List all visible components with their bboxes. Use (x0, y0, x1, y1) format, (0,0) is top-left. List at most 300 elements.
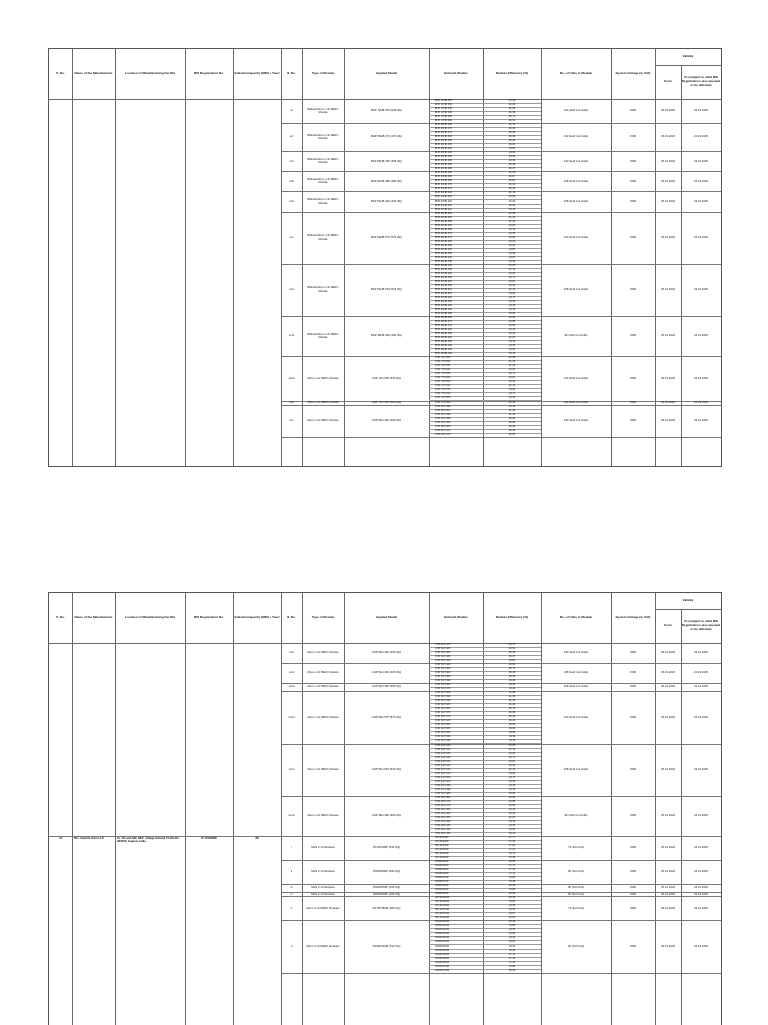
valid-from: 25.01.2023 (661, 845, 675, 850)
module-efficiency: 20.39 (508, 203, 516, 207)
system-voltage: 1500 (629, 134, 637, 139)
module-efficiency: 18.81 (508, 916, 516, 920)
valid-to: 24.01.2025 (694, 108, 708, 113)
group-sno: xxi (289, 134, 294, 139)
enlisted-model-name: BHP 66HB 490 (435, 163, 452, 167)
enlisted-model-name: SS72P375M (435, 908, 450, 912)
module-efficiency: 21.09 (508, 316, 516, 320)
module-efficiency: 21.30 (508, 215, 516, 219)
system-voltage: 1500 (629, 375, 637, 380)
header-manufacturer: Name of the Manufacturer (74, 615, 113, 620)
enlisted-model-name: BHP 60HB 590 (435, 219, 452, 223)
module-efficiency: 19.12 (508, 352, 516, 356)
enlisted-model-name: SS72P340P (435, 839, 449, 843)
enlisted-model-name: CHP 54H 490 (435, 787, 451, 791)
cell-count: 132 (Half Cut Cells) (563, 417, 589, 422)
module-efficiency: 21.30 (508, 695, 516, 699)
module-efficiency: 20.69 (508, 420, 516, 424)
group-sno: ii (290, 869, 293, 874)
cell-count: 132 (Half Cut Cells) (563, 650, 589, 655)
valid-to: 24.01.2025 (694, 134, 708, 139)
enlisted-model-name: SS72P325P (435, 852, 449, 856)
cell-count: 144 (Half Cut Cells) (563, 108, 589, 113)
module-efficiency: 21.48 (508, 691, 516, 695)
module-efficiency: 21.29 (508, 743, 516, 747)
module-efficiency: 21.12 (508, 404, 516, 408)
module-efficiency: 19.86 (508, 924, 516, 928)
module-efficiency: 21.48 (508, 356, 516, 360)
applied-model: SS60P290P (290 Wp) (372, 869, 401, 874)
header-sub-sno: S. No. (287, 615, 296, 620)
enlisted-model-name: CHP 54H 405 (435, 667, 451, 671)
enlisted-model-name: CHP 72H 535 (435, 372, 451, 376)
valid-to: 24.01.2025 (694, 234, 708, 239)
enlisted-model-name: SS60P300M (435, 944, 450, 948)
cell-count: 108 (Half Cut Cells) (563, 287, 589, 292)
enlisted-model-name: CHP 72H 520 (435, 384, 451, 388)
module-efficiency: 20.66 (508, 803, 516, 807)
header-applied-model: Applied Model (375, 615, 398, 620)
module-efficiency: 20.90 (508, 368, 516, 372)
enlisted-model-name: CHP 54H 495 (435, 783, 451, 787)
enlisted-model-name: BHP 54HB 545 (435, 263, 452, 267)
module-efficiency: 19.56 (508, 344, 516, 348)
enlisted-capacity: 88 (255, 836, 259, 840)
header-capacity: Enlisted Capacity (MWs / Year) (234, 615, 280, 620)
module-efficiency: 20.90 (508, 111, 516, 115)
module-efficiency: 20.51 (508, 647, 516, 651)
module-efficiency: 20.69 (508, 159, 516, 163)
group-sno: v (290, 905, 293, 910)
enlisted-model-name: CHP 54H 510 (435, 771, 451, 775)
header-cells: No. of Cells in Module (559, 71, 593, 76)
module-type: Mono C-Si PERC Modules (306, 905, 340, 910)
enlisted-model-name: SS72P335P (435, 844, 449, 847)
enlisted-model-name: BHP 48HB 440 (435, 348, 452, 352)
enlisted-model-name: CHP 66H 465 (435, 647, 451, 651)
system-voltage: 1500 (629, 766, 637, 771)
module-efficiency: 19.24 (508, 687, 516, 691)
enlisted-model-name: BHP 54HB 490 (435, 308, 452, 312)
module-efficiency: 20.94 (508, 223, 516, 227)
module-efficiency: 20.51 (508, 759, 516, 763)
enlisted-model-name: CHP 60H 550 (435, 731, 451, 735)
enlisted-model-name: SS72P330P (435, 848, 449, 852)
module-efficiency: 16.49 (508, 856, 516, 860)
system-voltage: 1500 (629, 198, 637, 203)
enlisted-model-name: BHP 48HB 435 (435, 352, 452, 356)
module-efficiency: 20.94 (508, 703, 516, 707)
module-efficiency: 19.78 (508, 819, 516, 823)
module-efficiency: 20.00 (508, 336, 516, 340)
enlisted-model-name: BHP 54HB 515 (435, 287, 452, 291)
enlisted-model-name: BHP 54HB 505 (435, 295, 452, 299)
valid-from: 25.01.2023 (661, 905, 675, 910)
enlisted-model-name: BHP 60HB 585 (435, 223, 452, 227)
table-page-1 (48, 48, 722, 467)
group-sno: xxiii (289, 178, 294, 183)
enlisted-model-name: CHP 48H 445 (435, 823, 451, 827)
module-efficiency: 20.12 (508, 767, 516, 771)
module-efficiency: 17.11 (508, 872, 516, 876)
group-sno: xxxi (289, 650, 294, 655)
module-efficiency: 19.68 (508, 251, 516, 255)
column-divider (185, 49, 186, 466)
module-efficiency: 20.71 (508, 115, 516, 119)
enlisted-model-name: CHP 54H 500 (435, 779, 451, 783)
module-efficiency: 20.60 (508, 179, 516, 183)
enlisted-model-name: CHP 72H 510 (435, 392, 451, 396)
cell-count: 72 (Full Cell) (568, 905, 584, 910)
enlisted-model-name: SS72P320P (435, 856, 449, 860)
applied-model: CHP 72H 500 (500 Wp) (371, 400, 402, 404)
enlisted-model-name: CHP 60H 585 (435, 703, 451, 707)
enlisted-model-name: SS72P390M (435, 896, 450, 900)
enlisted-model-name: BHP 54HB 535 (435, 271, 452, 275)
module-type: Multi C-Si Modules (311, 869, 335, 874)
module-efficiency: 21.12 (508, 219, 516, 223)
enlisted-model-name: CHP 54H 535 (435, 751, 451, 755)
module-efficiency: 21.48 (508, 99, 516, 102)
enlisted-model-name: CHP 48H 440 (435, 827, 451, 831)
module-efficiency: 20.90 (508, 155, 516, 159)
applied-model: BHP 66HB 470 (470 Wp) (370, 134, 403, 139)
group-sno: xxvii (288, 333, 295, 338)
enlisted-model-name: CHP 72H 530 (435, 376, 451, 380)
enlisted-model-name: CHP 60H 545 (435, 735, 451, 739)
module-efficiency: 19.93 (508, 388, 516, 392)
module-efficiency: 20.90 (508, 416, 516, 420)
enlisted-model-name: CHP 54H 530 (435, 755, 451, 759)
module-efficiency: 18.63 (508, 940, 516, 944)
module-efficiency: 15.88 (508, 888, 516, 892)
enlisted-model-name: CHP 60H 590 (435, 699, 451, 703)
header-sno: S. No. (56, 71, 65, 76)
module-efficiency: 19.50 (508, 255, 516, 259)
enlisted-model-name: BHP 48HB 470 (435, 324, 452, 328)
system-voltage: 1500 (629, 400, 637, 404)
enlisted-model-name: CHP 60H 560 (435, 723, 451, 727)
enlisted-model-name: BHP 54HB 380 (435, 179, 452, 183)
module-efficiency: 21.29 (508, 263, 516, 267)
enlisted-model-name: CHP 60H 595 (435, 695, 451, 699)
group-sno: xxxii (288, 670, 295, 675)
enlisted-model-name: SS72P385M (435, 900, 450, 904)
validity-divider (655, 609, 721, 610)
enlisted-model-name: BHP 60HB 595 (435, 215, 452, 219)
module-efficiency: 19.93 (508, 771, 516, 775)
module-efficiency: 18.95 (508, 312, 516, 316)
module-efficiency: 19.56 (508, 823, 516, 827)
group-sno: iv (290, 892, 293, 896)
group-sno: xxxiii (288, 684, 295, 689)
valid-from: 25.01.2023 (661, 198, 675, 203)
column-divider (233, 593, 234, 1025)
enlisted-model-name: BHP 54HB 420 (435, 199, 452, 203)
module-efficiency: 20.51 (508, 119, 516, 123)
module-efficiency: 19.35 (508, 400, 516, 404)
module-efficiency: 20.26 (508, 428, 516, 432)
enlisted-model-name: SS60P290M (435, 952, 450, 956)
module-efficiency: 20.12 (508, 384, 516, 388)
enlisted-model-name: SS72P345P (435, 835, 449, 839)
system-voltage: 1500 (629, 178, 637, 183)
enlisted-model-name: BHP 54HB 525 (435, 279, 452, 283)
applied-model: BHP 54HB 420 (420 Wp) (370, 198, 403, 203)
module-efficiency: 20.49 (508, 671, 516, 675)
module-efficiency: 20.68 (508, 131, 516, 135)
module-efficiency: 19.73 (508, 775, 516, 779)
manufacturer-name: M/s. Saatvik Solar LLP (74, 836, 104, 840)
applied-model: CHP 66H 490 (490 Wp) (371, 417, 402, 422)
cell-count: 108 (Half Cut Cells) (563, 198, 589, 203)
valid-from: 25.01.2023 (661, 650, 675, 655)
enlisted-model-name: BHP 60HB 540 (435, 259, 452, 263)
enlisted-model-name: CHP 72H 555 (435, 356, 451, 360)
header-sno: S. No. (56, 615, 65, 620)
applied-model: SS60P265P (265 Wp) (372, 892, 401, 896)
module-efficiency: 20.48 (508, 163, 516, 167)
module-efficiency: 21.09 (508, 107, 516, 111)
valid-to: 24.01.2025 (694, 287, 708, 292)
enlisted-model-name: BHP 66HB 460 (435, 139, 452, 143)
enlisted-model-name: CHP 54H 505 (435, 775, 451, 779)
enlisted-model-name: SS60P305M (435, 940, 450, 944)
enlisted-model-name: CHP 66H 490 (435, 416, 451, 420)
valid-from: 25.01.2023 (661, 178, 675, 183)
group-sno: xxxvi (288, 813, 295, 818)
enlisted-model-name: CHP 66H 470 (435, 432, 451, 436)
header-validity: Validity (682, 598, 694, 603)
cell-count: 144 (Half Cut Cells) (563, 400, 589, 404)
enlisted-model-name: BHP 72HB 550 (435, 103, 452, 107)
module-efficiency: 20.88 (508, 320, 516, 324)
valid-to: 24.01.2025 (694, 684, 708, 689)
enlisted-model-name: BHP 54HB 520 (435, 283, 452, 287)
module-efficiency: 16.80 (508, 876, 516, 880)
group-sno: xxvi (289, 287, 294, 292)
module-efficiency: 20.27 (508, 167, 516, 171)
valid-from: 25.01.2023 (661, 885, 675, 890)
enlisted-model-name: BHP 54HB 485 (435, 312, 452, 316)
applied-model: SS60P265P (265 Wp) (372, 885, 401, 890)
enlisted-model-name: BHP 66HB 465 (435, 135, 452, 139)
module-efficiency: 20.44 (508, 328, 516, 332)
module-efficiency: 18.02 (508, 948, 516, 952)
module-type: Mono c-Si PERC Module (307, 714, 339, 719)
valid-from: 25.01.2023 (661, 333, 675, 338)
module-efficiency: 19.80 (508, 147, 516, 151)
module-type: Bifacial Mono c-Si PERC Module (307, 106, 339, 115)
enlisted-model-name: BHP 66HB 495 (435, 159, 452, 163)
column-divider (115, 593, 116, 1025)
module-type: Multi C-Si Modules (311, 845, 335, 850)
header-location: Location of Manufacturing Facility (124, 615, 176, 620)
enlisted-model-name: SS60P295M (435, 948, 450, 952)
enlisted-model-name: SS60P285P (435, 868, 449, 872)
module-efficiency: 20.16 (508, 920, 516, 924)
group-divider (281, 437, 721, 438)
enlisted-model-name: BHP 72HB 545 (435, 107, 452, 111)
module-efficiency: 19.93 (508, 291, 516, 295)
valid-to: 24.01.2025 (694, 869, 708, 874)
module-efficiency: 20.48 (508, 424, 516, 428)
module-type: Bifacial Mono c-Si PERC Module (307, 233, 339, 241)
cell-count: 108 (Half Cut Cells) (563, 766, 589, 771)
module-efficiency: 20.05 (508, 432, 516, 436)
enlisted-model-name: CHP 66H 460 (435, 651, 451, 655)
header-voltage: System Voltage (in Volt) (615, 71, 651, 76)
header-capacity: Enlisted Capacity (MWs / Year) (234, 71, 280, 76)
valid-to: 24.01.2025 (694, 845, 708, 850)
module-efficiency: 20.75 (508, 667, 516, 671)
valid-to: 24.01.2025 (694, 885, 708, 890)
valid-to: 24.01.2025 (694, 400, 708, 404)
module-efficiency: 19.15 (508, 787, 516, 791)
module-efficiency: 20.32 (508, 380, 516, 384)
enlisted-model-name: CHP 66H 455 (435, 655, 451, 659)
enlisted-model-name: CHP 54H 545 (435, 743, 451, 747)
applied-model: SS60P310M (310 Wp) (372, 943, 401, 948)
enlisted-model-name: BHP 54HB 390 (435, 171, 452, 175)
applied-model: CHP 48H 460 (460 Wp) (371, 813, 402, 818)
valid-from: 25.01.2023 (661, 766, 675, 771)
group-sno: vi (290, 943, 293, 948)
valid-from: 25.01.2023 (661, 400, 675, 404)
module-efficiency: 19.58 (508, 904, 516, 908)
enlisted-model-name: CHP 60H 570 (435, 715, 451, 719)
enlisted-model-name: SS72P380M (435, 904, 450, 908)
enlisted-model-name: BHP 48HB 455 (435, 336, 452, 340)
system-voltage: 1500 (629, 943, 637, 948)
module-efficiency: 20.32 (508, 763, 516, 767)
enlisted-model-name: CHP 60H 600 (435, 691, 451, 695)
enlisted-model-name: BHP 66HB 470 (435, 131, 452, 135)
module-efficiency: 20.87 (508, 175, 516, 179)
column-divider (344, 593, 345, 1025)
header-voltage: System Voltage (in Volt) (615, 615, 651, 620)
module-efficiency: 16.49 (508, 880, 516, 884)
header-manufacturer: Name of the Manufacturer (74, 71, 113, 76)
enlisted-model-name: CHP 48H 470 (435, 803, 451, 807)
system-voltage: 1500 (629, 158, 637, 163)
cell-count: 96 (Half Cut Cells) (564, 333, 588, 338)
applied-model: CHP 72H 535 (535 Wp) (371, 375, 402, 380)
module-efficiency: 20.76 (508, 707, 516, 711)
enlisted-model-name: SS60P275M (435, 964, 450, 968)
group-sno: iii (290, 885, 293, 890)
enlisted-model-name: CHP 48H 455 (435, 815, 451, 819)
enlisted-model-name: CHP 72H 505 (435, 396, 451, 400)
module-efficiency: 20.04 (508, 243, 516, 247)
enlisted-model-name: BHP 60HB 600 (435, 211, 452, 215)
enlisted-model-name: CHP 54H 390 (435, 679, 451, 683)
enlisted-model-name: CHP 48H 475 (435, 799, 451, 803)
module-efficiency: 21.12 (508, 412, 516, 416)
module-efficiency: 19.32 (508, 739, 516, 743)
enlisted-model-name: BHP 54HB 500 (435, 300, 452, 303)
valid-from: 25.01.2023 (661, 892, 675, 896)
enlisted-model-name: BHP 54HB 495 (435, 304, 452, 308)
valid-to: 24.01.2025 (694, 905, 708, 910)
cell-count: 60 (Full Cell) (568, 943, 584, 948)
enlisted-model-name: BHP 48HB 480 (435, 316, 452, 320)
header-enlisted-models: Enlisted Models (444, 71, 468, 76)
module-efficiency: 17.41 (508, 868, 516, 872)
module-efficiency: 20.46 (508, 135, 516, 139)
enlisted-model-name: BHP 54HB 385 (435, 175, 452, 179)
module-type: Bifacial Mono c-Si PERC Module (307, 285, 339, 293)
enlisted-model-name: CHP 66H 450 (435, 659, 451, 663)
valid-from: 25.01.2023 (661, 684, 675, 689)
enlisted-model-name: BHP 54HB 425 (435, 195, 452, 199)
module-efficiency: 19.73 (508, 295, 516, 299)
enlisted-model-name: BHP 66HB 505 (435, 151, 452, 155)
valid-to: 24.01.2025 (694, 158, 708, 163)
applied-model: BHP 54HB 515 (515 Wp) (370, 287, 403, 292)
enlisted-model-name: CHP 54H 380 (435, 683, 451, 687)
module-efficiency: 20.32 (508, 283, 516, 287)
enlisted-model-name: SS72P365M (435, 916, 450, 920)
header-module-type: Type of Module (311, 71, 335, 76)
module-efficiency: 19.54 (508, 396, 516, 400)
enlisted-model-name: SS60P265P (435, 884, 449, 888)
enlisted-model-name: CHP 72H 540 (435, 368, 451, 372)
group-sno: xx (290, 108, 293, 113)
module-efficiency: 18.02 (508, 860, 516, 864)
module-efficiency: 19.50 (508, 735, 516, 739)
enlisted-model-name: CHP 54H 410 (435, 663, 451, 667)
module-type: Mono c-Si PERC Module (307, 417, 339, 422)
header-bis: BIS Registration No. (194, 615, 224, 620)
system-voltage: 1500 (629, 234, 637, 239)
module-efficiency: 19.25 (508, 932, 516, 936)
module-efficiency: 19.50 (508, 683, 516, 687)
module-type: Mono c-Si PERC Module (307, 650, 339, 655)
column-divider (115, 49, 116, 466)
module-efficiency: 15.58 (508, 892, 516, 896)
module-efficiency: 18.95 (508, 791, 516, 795)
valid-from: 25.01.2023 (661, 158, 675, 163)
enlisted-model-name: BHP 60HB 575 (435, 231, 452, 235)
module-efficiency: 21.00 (508, 663, 516, 667)
enlisted-model-name: SS60P255P (435, 892, 449, 896)
system-voltage: 1500 (629, 813, 637, 818)
enlisted-model-name: SS60P310M (435, 936, 450, 940)
enlisted-model-name: CHP 66H 485 (435, 420, 451, 424)
module-efficiency: 20.71 (508, 275, 516, 279)
module-efficiency: 20.04 (508, 723, 516, 727)
module-efficiency: 20.90 (508, 127, 516, 131)
cell-count: 60 (Full Cell) (568, 885, 584, 890)
applied-model: BHP 72HB 545 (545 Wp) (370, 108, 403, 113)
enlisted-model-name: BHP 66HB 500 (435, 155, 452, 159)
module-type: Bifacial Mono c-Si PERC Module (307, 156, 339, 165)
module-efficiency: 19.15 (508, 308, 516, 312)
cell-count: 132 (Half Cut Cells) (563, 158, 589, 163)
valid-from: 25.01.2023 (661, 234, 675, 239)
module-efficiency: 20.10 (508, 896, 516, 900)
applied-model: BHP 66HB 495 (495 Wp) (370, 158, 403, 163)
module-efficiency: 19.54 (508, 779, 516, 783)
module-efficiency: 19.68 (508, 731, 516, 735)
enlisted-model-name: BHP 54HB 370 (435, 187, 452, 191)
group-divider (281, 973, 721, 974)
group-sno: xxiv (289, 198, 294, 203)
column-divider (302, 49, 303, 466)
module-efficiency: 19.34 (508, 827, 516, 831)
module-efficiency: 19.12 (508, 831, 516, 835)
